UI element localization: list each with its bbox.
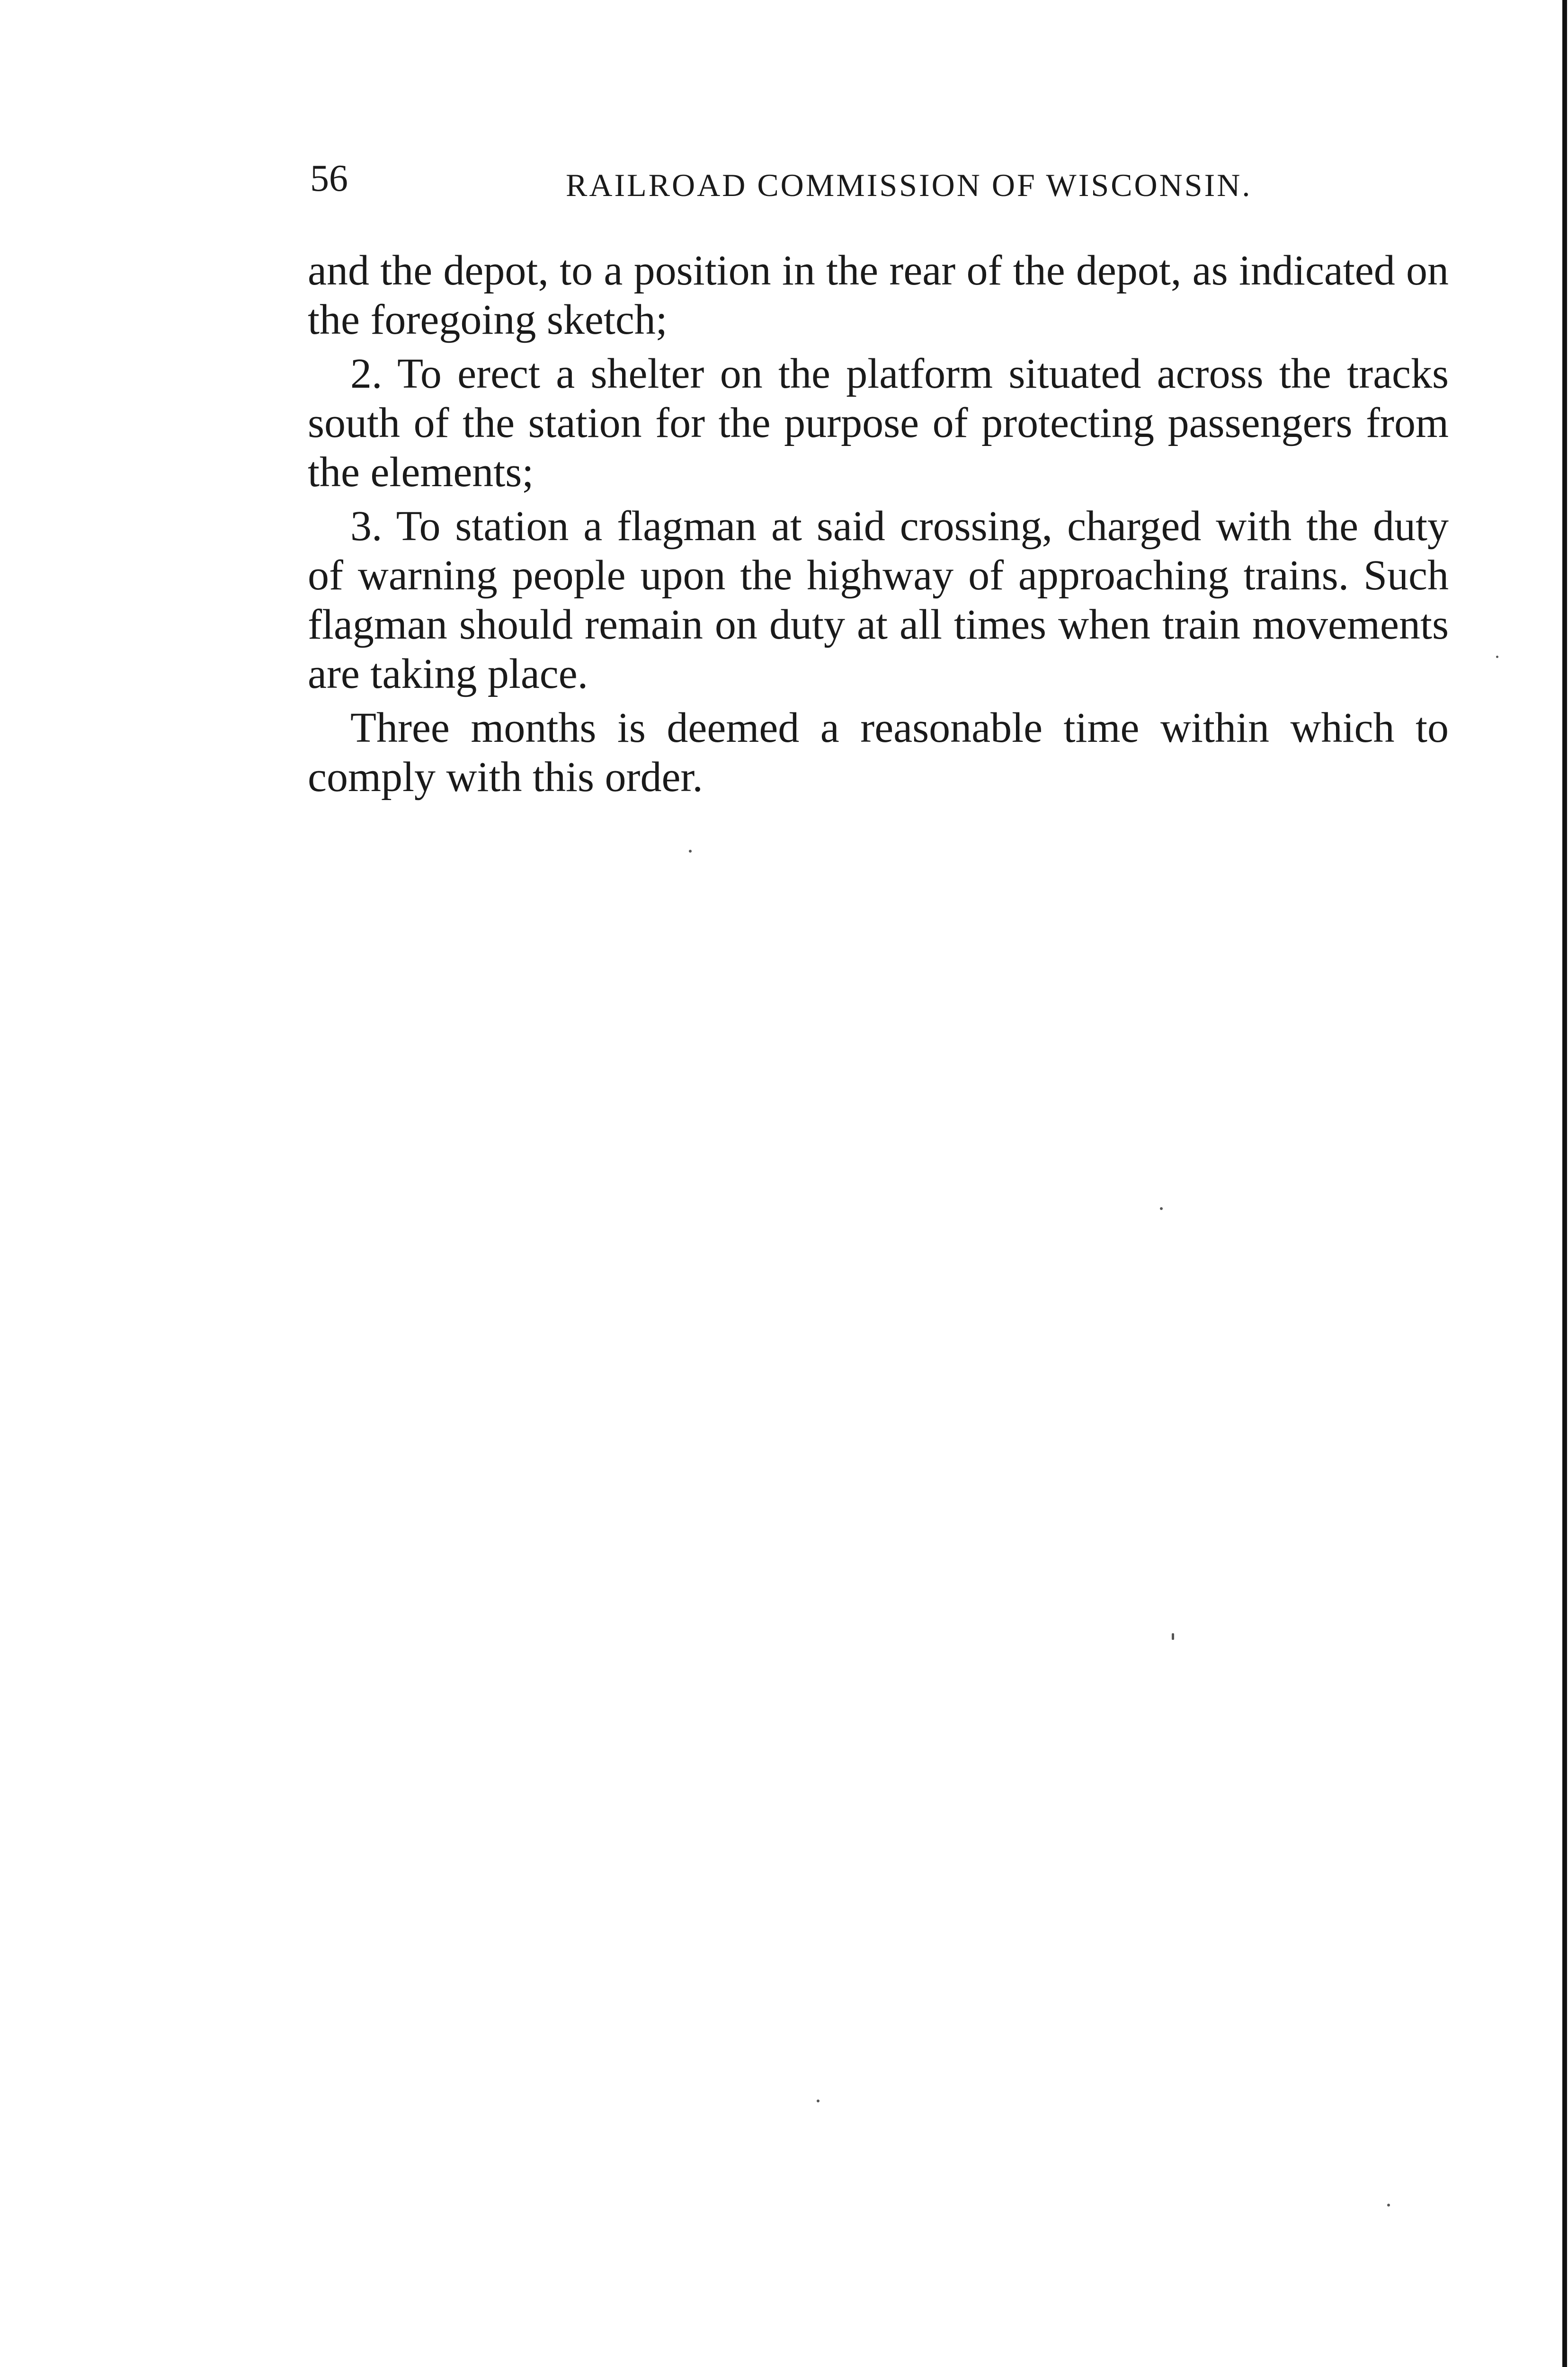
paragraph-item-2: 2. To erect a shelter on the platform situated across the tracks south of the station for the purpose of protecting passengers from the elements;: [308, 350, 1449, 496]
scan-speck: [689, 850, 692, 853]
body-text: [308, 246, 1449, 807]
scan-speck: [1172, 1633, 1174, 1640]
page-number: 56: [310, 158, 348, 199]
scan-speck: [817, 2100, 820, 2102]
scan-speck: [1160, 1207, 1163, 1210]
paragraph-item-3: 3. To station a flagman at said crossing, charged with the duty of warning people upon the highway of approaching trains. Such flagman should remain on duty at all times when train movements are taking place.: [308, 503, 1449, 697]
scan-speck: [1496, 656, 1498, 658]
scan-speck: [1387, 2204, 1390, 2207]
paragraph-closing: Three months is deemed a reasonable time within which to comply with this order.: [308, 704, 1449, 801]
running-title: RAILROAD COMMISSION OF WISCONSIN.: [566, 167, 1252, 203]
paragraph-continuation: and the depot, to a position in the rear of the depot, as indicated on the foregoing sketch;: [308, 247, 1449, 343]
running-header: [310, 152, 1446, 205]
